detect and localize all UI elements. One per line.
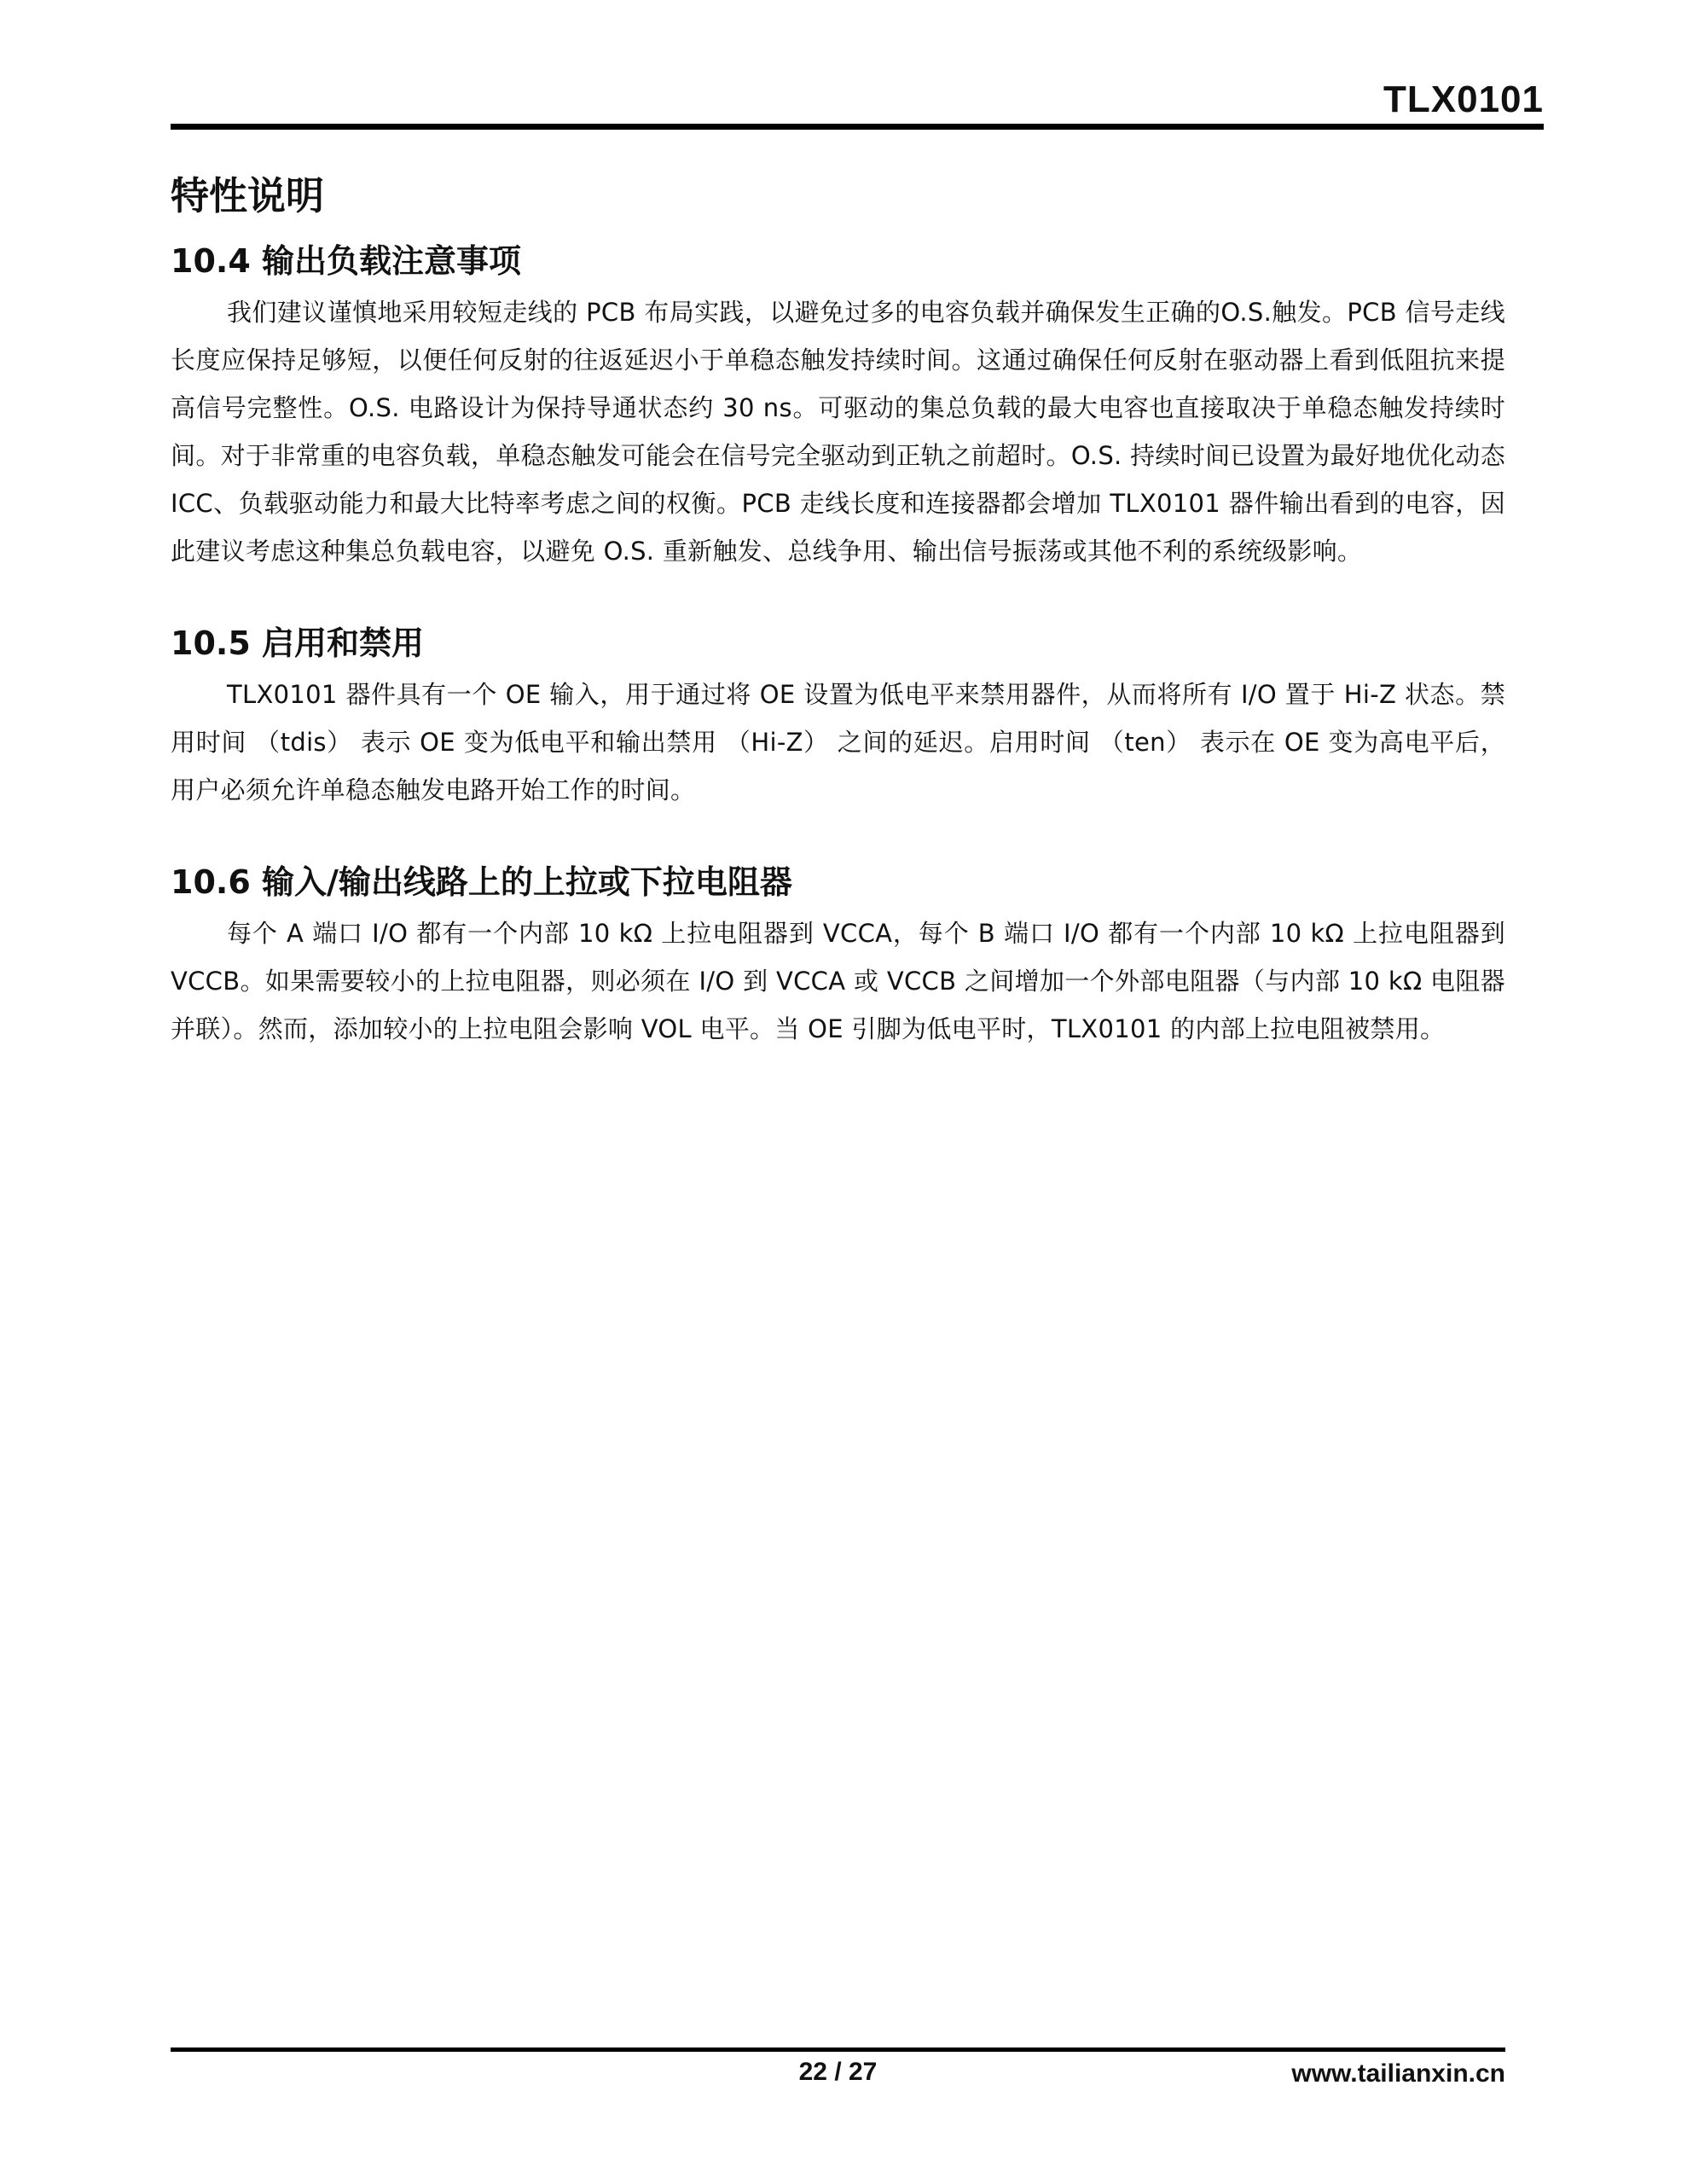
section-heading: 10.6 输入/输出线路上的上拉或下拉电阻器 [171,863,792,901]
section-paragraph: 我们建议谨慎地采用较短走线的 PCB 布局实践，以避免过多的电容负载并确保发生正确的O.S.触发。PCB 信号走线长度应保持足够短，以便任何反射的往返延迟小于单稳态触发持续时间。这通过确保任何反射在驱动器上看到低阻抗来提高信号完整性。O.S. 电路设计为保持导通状态约 30 ns。可驱动的集总负载的最大电容也直接取决于单稳态触发持续时间。对于非常重的电容负载，单稳态触发可能会在信号完全驱动到正轨之前超时。O.S. 持续时间已设置为最好地优化动态 ICC、负载驱动能力和最大比特率考虑之间的权衡。PCB 走线长度和连接器都会增加 TLX0101 器件输出看到的电容，因此建议考虑这种集总负载电容，以避免 O.S. 重新触发、总线争用、输出信号振荡或其他不利的系统级影响。 [171,298,1505,566]
page-content [171,171,1505,1095]
website-link[interactable]: www.tailianxin.cn [1291,2059,1505,2088]
section-pullup-pulldown [171,857,1505,1053]
page-footer [171,2048,1505,2099]
section-heading: 10.4 输出负载注意事项 [171,242,521,280]
section-paragraph: 每个 A 端口 I/O 都有一个内部 10 kΩ 上拉电阻器到 VCCA，每个 B 端口 I/O 都有一个内部 10 kΩ 上拉电阻器到 VCCB。如果需要较小的上拉电阻器，则必须在 I/O 到 VCCA 或 VCCB 之间增加一个外部电阻器（与内部 10 kΩ 电阻器并联）。然而，添加较小的上拉电阻会影响 VOL 电平。当 OE 引脚为低电平时，TLX0101 的内部上拉电阻被禁用。 [171,919,1505,1043]
section-enable-disable [171,618,1505,814]
document-id: TLX0101 [1383,78,1544,120]
section-heading: 10.5 启用和禁用 [171,624,424,662]
page-number: 22 / 27 [798,2058,878,2086]
section-output-load [171,235,1505,575]
section-paragraph: TLX0101 器件具有一个 OE 输入，用于通过将 OE 设置为低电平来禁用器件，从而将所有 I/O 置于 Hi-Z 状态。禁用时间 （tdis） 表示 OE 变为低电平和输出禁用 （Hi-Z） 之间的延迟。启用时间 （ten） 表示在 OE 变为高电平后，用户必须允许单稳态触发电路开始工作的时间。 [171,680,1505,804]
page-title: 特性说明 [171,173,325,218]
header-rule [171,124,1544,130]
footer-rule [171,2048,1505,2052]
page-header [171,70,1544,130]
